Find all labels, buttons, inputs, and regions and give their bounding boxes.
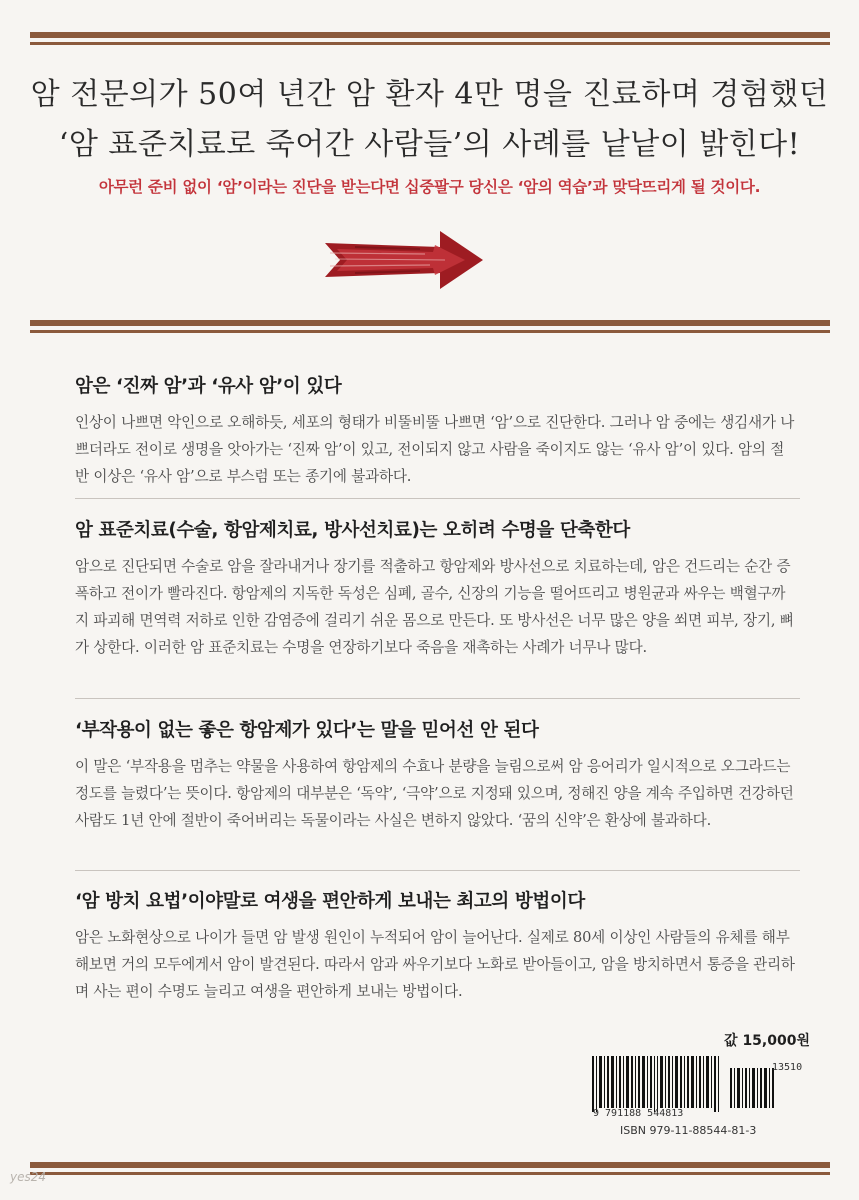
section-1 — [75, 372, 795, 490]
price-label: 값 15,000원 — [724, 1033, 810, 1049]
separator — [75, 870, 800, 871]
top-bar-2 — [30, 42, 830, 45]
section-body: 암으로 진단되면 수술로 암을 잘라내거나 장기를 적출하고 항암제와 방사선으로 치료하는데, 암은 건드리는 순간 증폭하고 전이가 빨라진다. 항암제의 지독한 독성은 심폐, 골수, 신장의 기능을 떨어뜨리고 병원균과 싸우는 백혈구까지 파괴해 면역력 저하로 인한 감염증에 걸리기 쉬운 몸으로 만든다. 또 방사선은 너무 많은 양을 쐬면 피부, 장기, 뼈가 상한다. 이러한 암 표준치료는 수명을 연장하기보다 죽음을 재촉하는 사례가 너무나 많다. — [75, 558, 794, 656]
hero-line-1: 암 전문의가 50여 년간 암 환자 4만 명을 진료하며 경험했던 — [30, 77, 829, 112]
section-body: 이 말은 ‘부작용을 멈추는 약물을 사용하여 항암제의 수효나 분량을 늘림으로써 암 응어리가 일시적으로 오그라드는 정도를 늘렸다’는 뜻이다. 항암제의 대부분은 ‘독약’, ‘극약’으로 지정돼 있으며, 정해진 양을 계속 주입하면 건강하던 사람도 1년 안에 절반이 죽어버리는 독물이라는 사실은 변하지 않았다. ‘꿈의 신약’은 환상에 불과하다. — [75, 758, 794, 829]
section-title: 암 표준치료(수술, 항암제치료, 방사선치료)는 오히려 수명을 단축한다 — [75, 520, 630, 541]
section-body: 암은 노화현상으로 나이가 들면 암 발생 원인이 누적되어 암이 늘어난다. 실제로 80세 이상인 사람들의 유체를 해부해보면 거의 모두에게서 암이 발견된다. 따라서 암과 싸우기보다 노화로 받아들이고, 암을 방치하면서 통증을 관리하며 사는 편이 수명도 늘리고 여생을 편안하게 보내는 방법이다. — [75, 929, 795, 1000]
bottom-bar-2 — [30, 1172, 830, 1175]
isbn: ISBN 979-11-88544-81-3 — [620, 1124, 757, 1137]
mid-bar-1 — [30, 320, 830, 326]
section-body: 인상이 나쁘면 악인으로 오해하듯, 세포의 형태가 비뚤비뚤 나쁘면 ‘암’으로 진단한다. 그러나 암 중에는 생김새가 나쁘더라도 전이로 생명을 앗아가는 ‘진짜 암’이 있고, 전이되지 않고 사람을 죽이지도 않는 ‘유사 암’이 있다. 암의 절반 이상은 ‘유사 암’으로 부스럼 또는 종기에 불과하다. — [75, 414, 795, 485]
section-title: 암은 ‘진짜 암’과 ‘유사 암’이 있다 — [75, 376, 342, 397]
hero-line-2: ‘암 표준치료로 죽어간 사람들’의 사례를 낱낱이 밝힌다! — [58, 127, 801, 162]
section-title: ‘암 방치 요법’이야말로 여생을 편안하게 보내는 최고의 방법이다 — [75, 891, 585, 912]
red-arrow-icon — [325, 225, 485, 295]
separator — [75, 698, 800, 699]
section-4 — [75, 887, 795, 1005]
hero-subtitle: 아무런 준비 없이 ‘암’이라는 진단을 받는다면 십중팔구 당신은 ‘암의 역습’과 맞닥뜨리게 될 것이다. — [98, 178, 761, 196]
barcode-addon: 13510 — [772, 1062, 803, 1073]
barcode-digits: 9 791188 544813 — [593, 1108, 684, 1119]
section-title: ‘부작용이 없는 좋은 항암제가 있다’는 말을 믿어선 안 된다 — [75, 720, 539, 741]
separator — [75, 498, 800, 499]
watermark: yes24 — [10, 1170, 47, 1184]
hero — [0, 75, 859, 165]
top-bar-1 — [30, 32, 830, 38]
section-3 — [75, 716, 795, 834]
bottom-bar-1 — [30, 1162, 830, 1168]
mid-bar-2 — [30, 330, 830, 333]
section-2 — [75, 516, 795, 661]
